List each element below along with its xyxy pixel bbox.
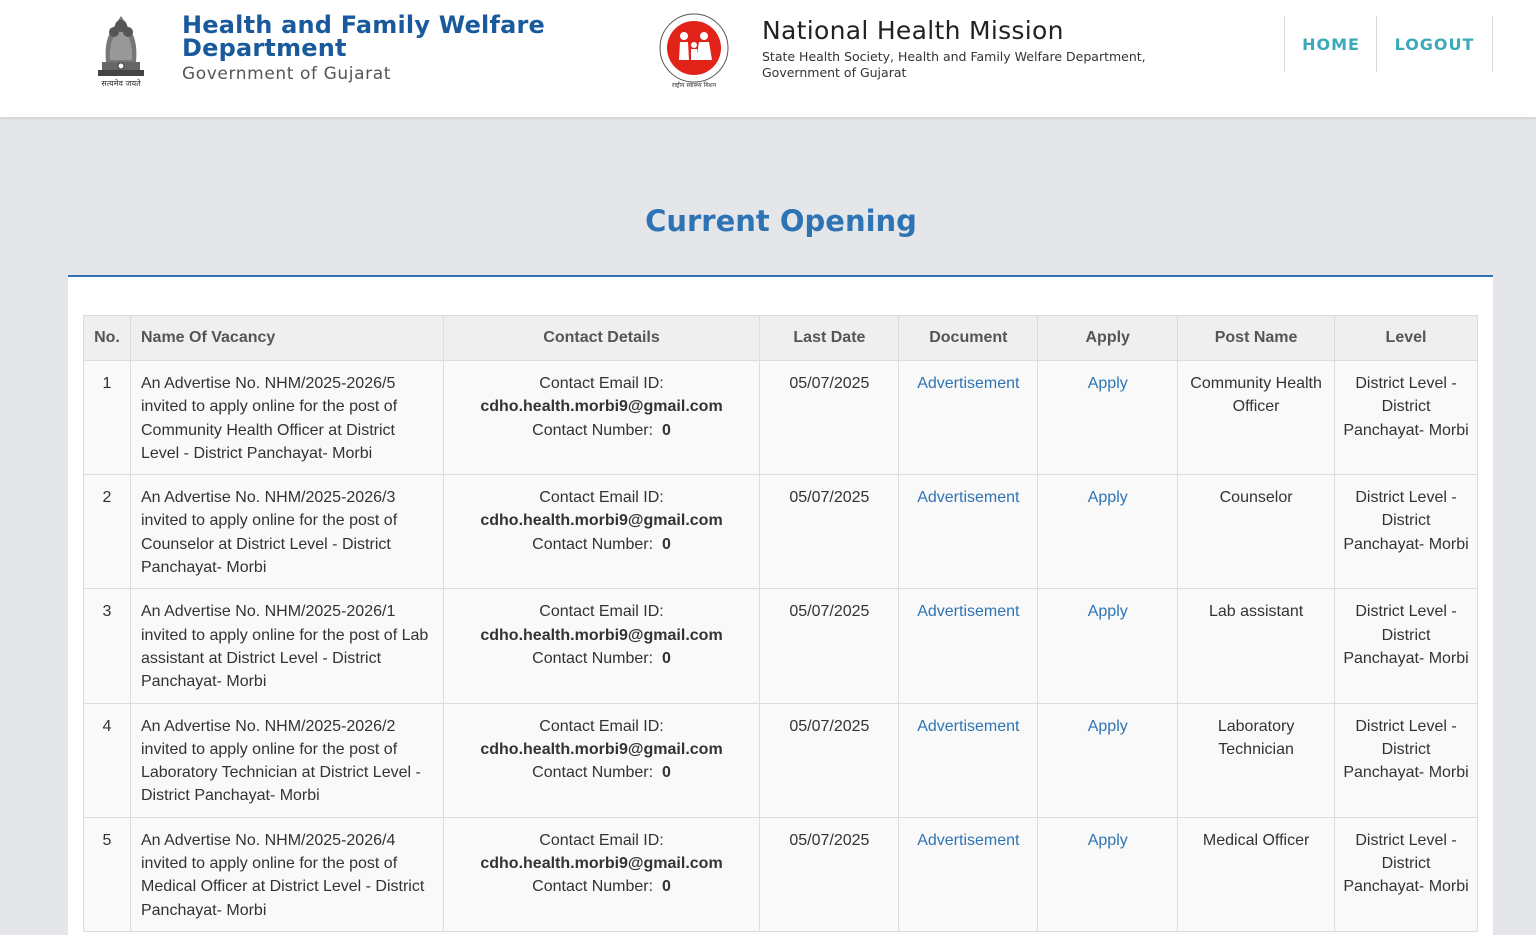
row-number: 3 [84,589,131,703]
contact-phone: 0 [661,535,671,553]
apply-cell [1038,361,1178,475]
contact-email: cdho.health.morbi9@gmail.com [480,512,723,530]
contact-phone: 0 [661,878,671,896]
apply-cell [1038,703,1178,817]
post-name: Counselor [1178,475,1335,589]
document-cell [899,817,1038,931]
department-subtitle: Government of Gujarat [182,64,391,84]
last-date: 05/07/2025 [760,703,899,817]
advertisement-link[interactable]: Advertisement [917,603,1020,621]
post-name: Medical Officer [1178,817,1335,931]
row-number: 5 [84,817,131,931]
page-title: Current Opening [645,204,917,238]
contact-email: cdho.health.morbi9@gmail.com [480,855,723,873]
post-name: Community Health Officer [1178,361,1335,475]
department-branding [182,11,632,84]
last-date: 05/07/2025 [760,361,899,475]
contact-email: cdho.health.morbi9@gmail.com [480,740,723,758]
phone-label: Contact Number: [532,421,654,439]
level: District Level - District Panchayat- Morbi [1335,703,1478,817]
email-label: Contact Email ID: [539,603,664,621]
contact-email: cdho.health.morbi9@gmail.com [480,626,723,644]
row-number: 4 [84,703,131,817]
vacancy-name: An Advertise No. NHM/2025-2026/4 invited to apply online for the post of Medical Officer at District Level - District Panchayat- Morbi [130,817,443,931]
phone-label: Contact Number: [532,878,654,896]
row-number: 2 [84,475,131,589]
phone-line [452,419,752,442]
phone-line [452,533,752,556]
site-header [0,0,1536,117]
col-header-level: Level [1335,316,1478,361]
apply-cell [1038,475,1178,589]
email-label: Contact Email ID: [539,831,664,849]
nhm-title: National Health Mission [762,16,1064,45]
col-header-post: Post Name [1178,316,1335,361]
col-header-no: No. [84,316,131,361]
vacancy-name: An Advertise No. NHM/2025-2026/3 invited to apply online for the post of Counselor at District Level - District Panchayat- Morbi [130,475,443,589]
table-row [84,475,1478,589]
level: District Level - District Panchayat- Morbi [1335,589,1478,703]
contact-details [443,589,760,703]
nav-logout-link[interactable]: LOGOUT [1376,16,1492,72]
row-number: 1 [84,361,131,475]
apply-link[interactable]: Apply [1087,717,1128,735]
nhm-subtitle: State Health Society, Health and Family Welfare Department, Government of Gujarat [762,49,1146,80]
document-cell [899,703,1038,817]
nav-divider [1492,16,1493,72]
post-name: Laboratory Technician [1178,703,1335,817]
phone-line [452,647,752,670]
email-label: Contact Email ID: [539,489,664,507]
advertisement-link[interactable]: Advertisement [917,717,1020,735]
document-cell [899,361,1038,475]
contact-details [443,817,760,931]
advertisement-link[interactable]: Advertisement [917,489,1020,507]
openings-table [83,315,1478,932]
level: District Level - District Panchayat- Morbi [1335,361,1478,475]
document-cell [899,589,1038,703]
level: District Level - District Panchayat- Morbi [1335,817,1478,931]
col-header-last-date: Last Date [760,316,899,361]
last-date: 05/07/2025 [760,475,899,589]
table-row [84,817,1478,931]
phone-line [452,761,752,784]
advertisement-link[interactable]: Advertisement [917,831,1020,849]
phone-label: Contact Number: [532,649,654,667]
apply-cell [1038,817,1178,931]
email-label: Contact Email ID: [539,717,664,735]
level: District Level - District Panchayat- Morbi [1335,475,1478,589]
nhm-branding [762,16,1202,81]
table-row [84,589,1478,703]
col-header-name: Name Of Vacancy [130,316,443,361]
contact-phone: 0 [661,764,671,782]
last-date: 05/07/2025 [760,817,899,931]
vacancy-name: An Advertise No. NHM/2025-2026/5 invited to apply online for the post of Community Health Officer at District Level - District Panchayat- Morbi [130,361,443,475]
contact-details [443,703,760,817]
phone-label: Contact Number: [532,535,654,553]
contact-details [443,475,760,589]
vacancy-name: An Advertise No. NHM/2025-2026/1 invited to apply online for the post of Lab assistant at District Level - District Panchayat- Morbi [130,589,443,703]
phone-label: Contact Number: [532,764,654,782]
table-header-row [84,316,1478,361]
contact-email: cdho.health.morbi9@gmail.com [480,398,723,416]
nav-home-link[interactable]: HOME [1284,16,1377,72]
table-row [84,361,1478,475]
nhm-logo-icon [634,8,756,90]
state-emblem-icon [84,10,158,88]
post-name: Lab assistant [1178,589,1335,703]
svg-text:सत्यमेव जयते: सत्यमेव जयते [101,79,141,88]
phone-line [452,875,752,898]
advertisement-link[interactable]: Advertisement [917,375,1020,392]
col-header-document: Document [899,316,1038,361]
email-label: Contact Email ID: [539,375,664,392]
contact-details [443,361,760,475]
apply-link[interactable]: Apply [1087,375,1128,392]
col-header-apply: Apply [1038,316,1178,361]
vacancy-name: An Advertise No. NHM/2025-2026/2 invited to apply online for the post of Laboratory Technician at District Level - District Panchayat- Morbi [130,703,443,817]
apply-cell [1038,589,1178,703]
department-title: Health and Family Welfare Department [182,11,546,62]
document-cell [899,475,1038,589]
svg-text:राष्ट्रीय स्वास्थ्य मिशन: राष्ट्रीय स्वास्थ्य मिशन [671,82,717,89]
col-header-contact: Contact Details [443,316,760,361]
last-date: 05/07/2025 [760,589,899,703]
apply-link[interactable]: Apply [1087,603,1128,621]
contact-phone: 0 [661,649,671,667]
table-row [84,703,1478,817]
apply-link[interactable]: Apply [1087,831,1128,849]
apply-link[interactable]: Apply [1087,489,1128,507]
contact-phone: 0 [661,421,671,439]
